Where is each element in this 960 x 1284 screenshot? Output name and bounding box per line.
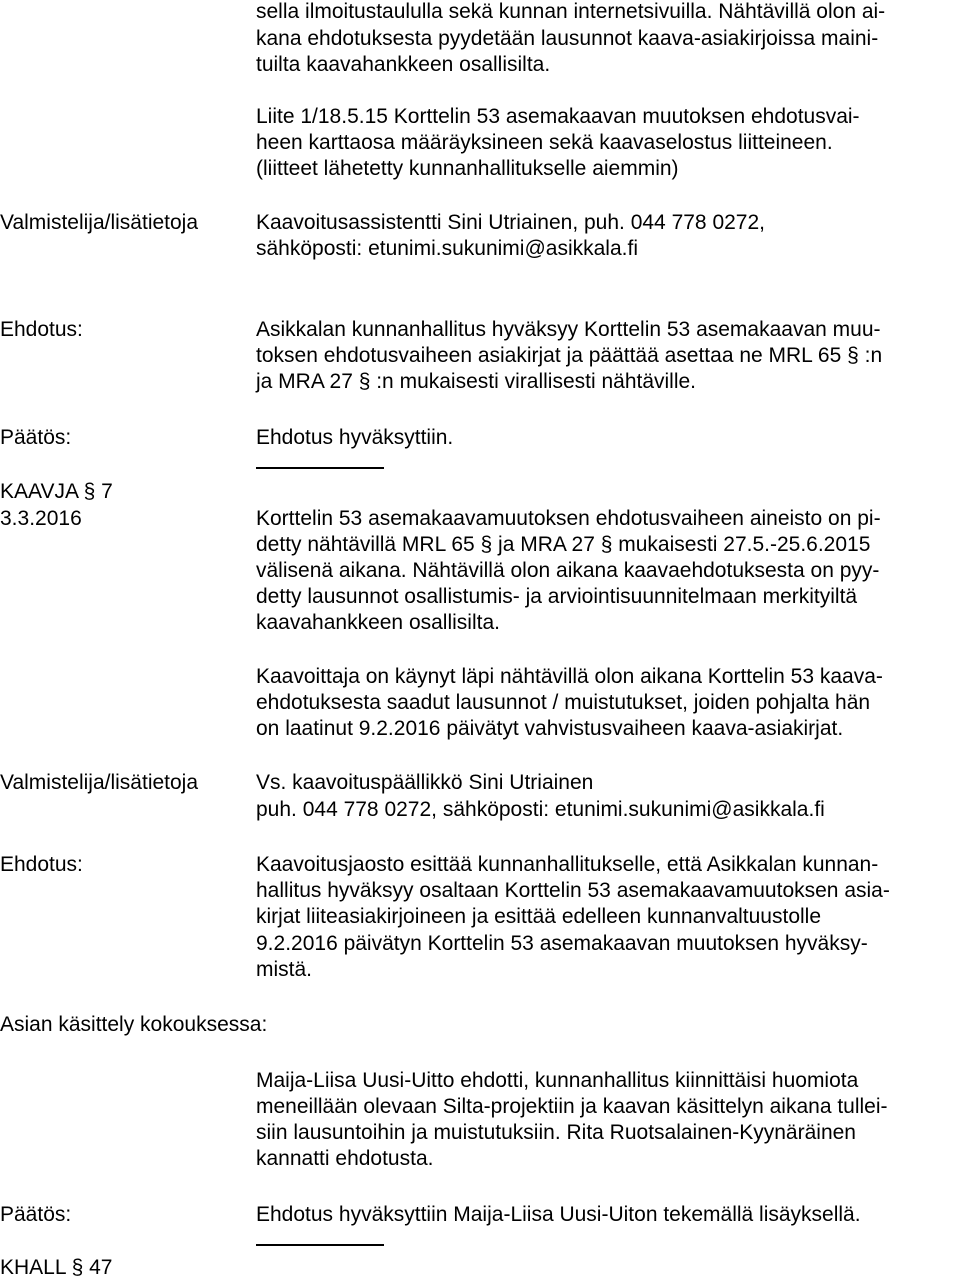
proposal-line: kirjat liiteasiakirjoineen ja esittää edelleen kunnanvaltuustolle [256, 905, 822, 928]
separator-line [256, 1244, 384, 1246]
attachment-line: Liite 1/18.5.15 Korttelin 53 asemakaavan muutoksen ehdotusvai- [256, 105, 860, 128]
meeting-line: siin lausuntoihin ja muistutuksiin. Rita Ruotsalainen-Kyynäräinen [256, 1121, 856, 1144]
kaavja-para-line: välisenä aikana. Nähtävillä olon aikana kaavaehdotuksesta on pyy- [256, 559, 880, 582]
preparer-label: Valmistelija/lisätietoja [0, 771, 199, 794]
preparer-line: puh. 044 778 0272, sähköposti: etunimi.sukunimi@asikkala.fi [256, 798, 825, 821]
decision-label: Päätös: [0, 1203, 72, 1226]
kaavja-para-line: detty lausunnot osallistumis- ja arviointisuunnitelmaan merkityiltä [256, 585, 858, 608]
decision-text: Ehdotus hyväksyttiin. [256, 426, 454, 449]
meeting-line: Maija-Liisa Uusi-Uitto ehdotti, kunnanhallitus kiinnittäisi huomiota [256, 1069, 859, 1092]
proposal-line: toksen ehdotusvaiheen asiakirjat ja päättää asettaa ne MRL 65 § :n [256, 344, 883, 367]
proposal-line: 9.2.2016 päivätyn Korttelin 53 asemakaavan muutoksen hyväksy- [256, 932, 868, 955]
proposal-label: Ehdotus: [0, 853, 83, 876]
decision-label: Päätös: [0, 426, 72, 449]
meeting-line: meneillään olevaan Silta-projektiin ja kaavan käsittelyn aikana tullei- [256, 1095, 888, 1118]
section-heading-khall: KHALL § 47 [0, 1256, 113, 1279]
kaavja-para-line: Kaavoittaja on käynyt läpi nähtävillä olon aikana Korttelin 53 kaava- [256, 665, 883, 688]
preparer-label: Valmistelija/lisätietoja [0, 211, 199, 234]
kaavja-para-line: kaavahankkeen osallisilta. [256, 611, 500, 634]
separator-line [256, 467, 384, 469]
preparer-line: Kaavoitusassistentti Sini Utriainen, puh. 044 778 0272, [256, 211, 765, 234]
attachment-line: (liitteet lähetetty kunnanhallitukselle aiemmin) [256, 157, 679, 180]
section-heading-kaavja: KAAVJA § 7 [0, 480, 113, 503]
proposal-line: hallitus hyväksyy osaltaan Korttelin 53 asemakaavamuutoksen asia- [256, 879, 890, 902]
proposal-line: Kaavoitusjaosto esittää kunnanhallitukselle, että Asikkalan kunnan- [256, 853, 879, 876]
intro-line: sella ilmoitustaululla sekä kunnan internetsivuilla. Nähtävillä olon ai- [256, 0, 886, 23]
kaavja-para-line: on laatinut 9.2.2016 päivätyt vahvistusvaiheen kaava-asiakirjat. [256, 717, 844, 740]
attachment-line: heen karttaosa määräyksineen sekä kaavaselostus liitteineen. [256, 131, 833, 154]
intro-line: kana ehdotuksesta pyydetään lausunnot kaava-asiakirjoissa maini- [256, 27, 879, 50]
kaavja-para-line: detty nähtävillä MRL 65 § ja MRA 27 § mukaisesti 27.5.-25.6.2015 [256, 533, 871, 556]
kaavja-para-line: ehdotuksesta saadut lausunnot / muistutukset, joiden pohjalta hän [256, 691, 871, 714]
kaavja-para-line: Korttelin 53 asemakaavamuutoksen ehdotusvaiheen aineisto on pi- [256, 507, 881, 530]
meeting-date: 3.3.2016 [0, 507, 82, 530]
proposal-line: ja MRA 27 § :n mukaisesti virallisesti nähtäville. [256, 370, 697, 393]
preparer-line: Vs. kaavoituspäällikkö Sini Utriainen [256, 771, 594, 794]
proposal-line: mistä. [256, 958, 313, 981]
decision-text: Ehdotus hyväksyttiin Maija-Liisa Uusi-Uiton tekemällä lisäyksellä. [256, 1203, 861, 1226]
meeting-line: kannatti ehdotusta. [256, 1147, 434, 1170]
meeting-label: Asian käsittely kokouksessa: [0, 1013, 268, 1036]
proposal-label: Ehdotus: [0, 318, 83, 341]
proposal-line: Asikkalan kunnanhallitus hyväksyy Korttelin 53 asemakaavan muu- [256, 318, 881, 341]
intro-line: tuilta kaavahankkeen osallisilta. [256, 53, 551, 76]
preparer-line: sähköposti: etunimi.sukunimi@asikkala.fi [256, 237, 638, 260]
